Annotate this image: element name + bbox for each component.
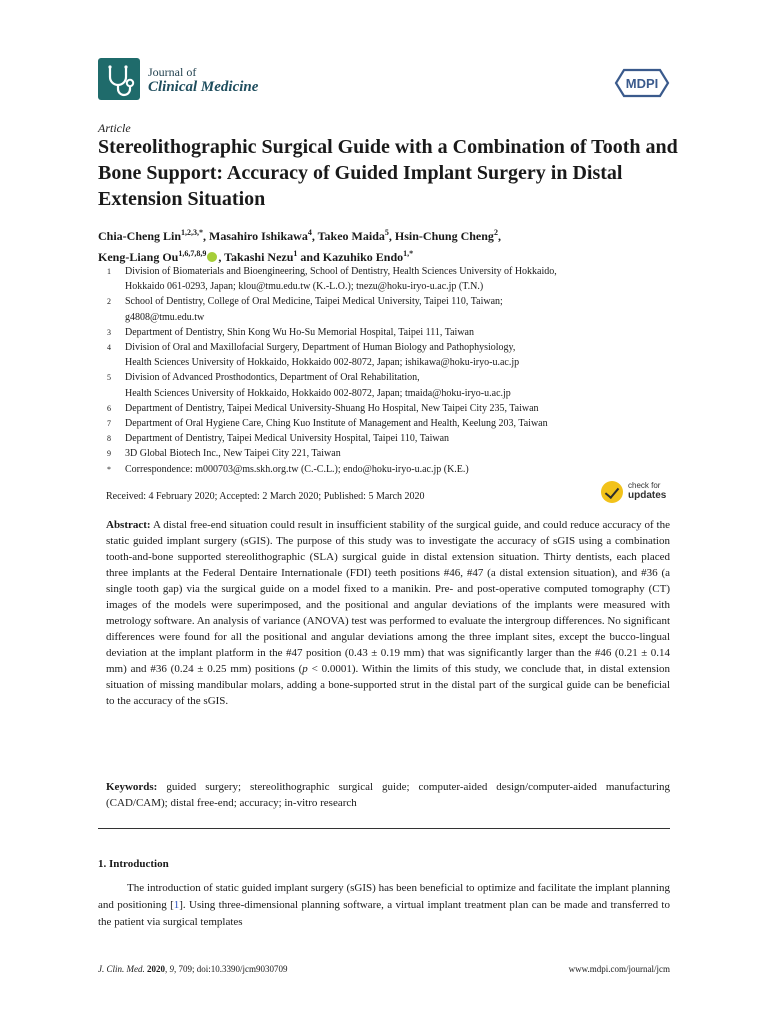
journal-name-line2: Clinical Medicine: [148, 79, 259, 95]
author-affiliation-marker: 1: [293, 249, 298, 258]
affiliation-number: 2: [107, 297, 111, 307]
keywords-label: Keywords:: [106, 781, 158, 793]
affiliation-line: Health Sciences University of Hokkaido, Hokkaido 002-8072, Japan; ishikawa@hoku-iryo-u.ac.jp: [125, 357, 520, 369]
journal-logo-icon: [98, 58, 140, 100]
article-title: Stereolithographic Surgical Guide with a Combination of Tooth and Bone Support: Accuracy of Guided Implant Surgery in Distal Extension Situation: [98, 136, 678, 210]
author-name: Takeo Maida: [317, 229, 385, 243]
author-name: Takashi Nezu: [224, 250, 294, 264]
author-separator: ,: [218, 250, 225, 264]
affiliation-number: 3: [107, 327, 111, 337]
affiliation-line: Hokkaido 061-0293, Japan; klou@tmu.edu.tw (K.-L.O.); tnezu@hoku-iryo-u.ac.jp (T.N.): [125, 281, 484, 293]
affiliation-item: [98, 370, 678, 400]
affiliation-list: [98, 264, 678, 477]
affiliation-item: [98, 264, 678, 294]
abstract-text-part1: A distal free-end situation could result in insufficient stability of the surgical guide, and could reduce accuracy of the static guided implant surgery (sGIS). The purpose of this study was to investigate the accuracy of sGIS using a combination tooth-and-bone supported stereolithographic (SLA) surgical guide in distal extension situation. Thirty dentists, each placed three implants at the Federal Dentaire Internationale (FDI) teeth positions #46, #47 (a distal extension situation), and #36 (a single tooth gap) via the surgical guide on a model fixed to a manikin. Pre- and post-operative computed tomography (CT) images of the models were superimposed, and the positional and angular deviations of the implants were measured with metrology software. An analysis of variance (ANOVA) test was performed to evaluate the intergroup differences. No significant differences were found for all the positional and angular deviations among the three implant sites, except the bucco-lingual deviation at the implant platform in the #47 position (0.43 ± 0.19 mm) that was significantly larger than the #46 (0.21 ± 0.14 mm) and #36 (0.24 ± 0.25 mm) positions (: [106, 519, 670, 675]
affiliation-number: 4: [107, 343, 111, 353]
introduction-text: [98, 880, 670, 932]
affiliation-item: [98, 431, 678, 446]
introduction-text-part1: The introduction of static guided implant surgery (sGIS) has been beneficial to optimize and facilitate the implant planning and positioning [: [98, 882, 670, 912]
author-affiliation-marker: 1,6,7,8,9: [178, 249, 207, 258]
affiliation-item: [98, 294, 678, 324]
abstract-label: Abstract:: [106, 519, 151, 531]
check-updates-line2: updates: [628, 490, 667, 501]
footer-url[interactable]: www.mdpi.com/journal/jcm: [568, 964, 670, 974]
check-for-updates-badge[interactable]: [601, 480, 673, 506]
affiliation-number: 1: [107, 267, 111, 276]
author-affiliation-marker: 1,*: [403, 249, 414, 258]
footer-journal-abbr: J. Clin. Med.: [98, 964, 145, 974]
author-separator: ,: [203, 229, 210, 243]
article-type: Article: [98, 121, 131, 135]
mdpi-logo-text: MDPI: [625, 76, 659, 91]
author-separator: ,: [311, 229, 318, 243]
affiliation-line: g4808@tmu.edu.tw: [125, 311, 205, 323]
footer-volume: 9: [169, 964, 174, 974]
keywords: [106, 779, 670, 811]
author-separator: ,: [388, 229, 395, 243]
author-affiliation-marker: 5: [384, 228, 389, 237]
journal-name-line1: Journal of: [148, 65, 197, 79]
author-separator: ,: [497, 229, 501, 243]
author-affiliation-marker: 4: [307, 228, 312, 237]
affiliation-item: [98, 340, 678, 370]
affiliation-line: Health Sciences University of Hokkaido, Hokkaido 002-8072, Japan; tmaida@hoku-iryo-u.ac.jp: [125, 387, 511, 399]
affiliation-line: Department of Oral Hygiene Care, Ching Kuo Institute of Management and Health, Keelung 203, Taiwan: [125, 418, 548, 430]
footer-citation: J. Clin. Med. 2020, 9, 709; doi:10.3390/jcm9030709: [98, 964, 288, 974]
affiliation-number: 7: [107, 419, 111, 429]
affiliation-line: 3D Global Biotech Inc., New Taipei City 221, Taiwan: [125, 448, 341, 460]
affiliation-number: *: [107, 464, 111, 474]
footer-doi: , 709; doi:10.3390/jcm9030709: [174, 964, 288, 974]
author-affiliation-marker: 2: [493, 228, 498, 237]
affiliation-line: Department of Dentistry, Shin Kong Wu Ho-Su Memorial Hospital, Taipei 111, Taiwan: [125, 326, 474, 338]
keywords-text: guided surgery; stereolithographic surgical guide; computer-aided design/computer-aided manufacturing (CAD/CAM); distal free-end; accuracy; in-vitro research: [106, 781, 671, 809]
mdpi-logo-icon: [614, 66, 670, 100]
p-value-symbol: p: [302, 663, 308, 675]
author-name: Hsin-Chung Cheng: [394, 229, 494, 243]
section-divider: [98, 828, 670, 829]
footer-year: 2020: [147, 964, 165, 974]
author-affiliation-marker: 1,2,3,*: [181, 228, 204, 237]
author-separator: and: [297, 250, 323, 264]
affiliation-item: [98, 446, 678, 461]
affiliation-item: [98, 401, 678, 416]
abstract-text-part2: < 0.0001). Within the limits of this study, we conclude that, in distal extension situation of missing mandibular molars, adding a bone-supported strut in the distal part of the surgical guide can be beneficial to the accuracy of the sGIS.: [106, 663, 670, 707]
affiliation-number: 8: [107, 434, 111, 444]
citation-link[interactable]: 1: [173, 899, 180, 912]
author-name: Keng-Liang Ou: [98, 250, 179, 264]
affiliation-number: 5: [107, 373, 111, 383]
affiliation-line: Division of Advanced Prosthodontics, Department of Oral Rehabilitation,: [125, 372, 420, 384]
introduction-heading: 1. Introduction: [98, 858, 169, 870]
affiliation-number: 6: [107, 403, 111, 413]
affiliation-number: 9: [107, 449, 111, 459]
affiliation-line: Division of Oral and Maxillofacial Surgery, Department of Human Biology and Pathophysiology,: [125, 342, 516, 354]
check-updates-icon: [601, 481, 623, 503]
affiliation-line: School of Dentistry, College of Oral Medicine, Taipei Medical University, Taipei 110, Taiwan;: [125, 296, 503, 308]
abstract: [106, 517, 670, 709]
affiliation-line: Department of Dentistry, Taipei Medical University Hospital, Taipei 110, Taiwan: [125, 433, 450, 445]
affiliation-line: Department of Dentistry, Taipei Medical University-Shuang Ho Hospital, New Taipei City 235, Taiwan: [125, 402, 539, 414]
author-name: Chia-Cheng Lin: [98, 229, 182, 243]
correspondence-item: [98, 462, 678, 477]
introduction-text-part2: ]. Using three-dimensional planning software, a virtual implant treatment plan can be made and transferred to the patient via surgical templates: [98, 899, 670, 929]
affiliation-line: Division of Biomaterials and Bioengineering, School of Dentistry, Health Sciences University of Hokkaido,: [125, 266, 557, 277]
correspondence-line: Correspondence: m000703@ms.skh.org.tw (C.-C.L.); endo@hoku-iryo-u.ac.jp (K.E.): [125, 463, 469, 475]
author-name: Kazuhiko Endo: [322, 250, 404, 264]
publication-dates: Received: 4 February 2020; Accepted: 2 March 2020; Published: 5 March 2020: [106, 491, 425, 502]
author-name: Masahiro Ishikawa: [209, 229, 308, 243]
affiliation-item: [98, 325, 678, 340]
journal-name: [148, 66, 258, 96]
author-list: [98, 224, 678, 266]
orcid-icon[interactable]: [207, 252, 217, 262]
affiliation-item: [98, 416, 678, 431]
check-updates-line1: check for: [628, 481, 661, 490]
